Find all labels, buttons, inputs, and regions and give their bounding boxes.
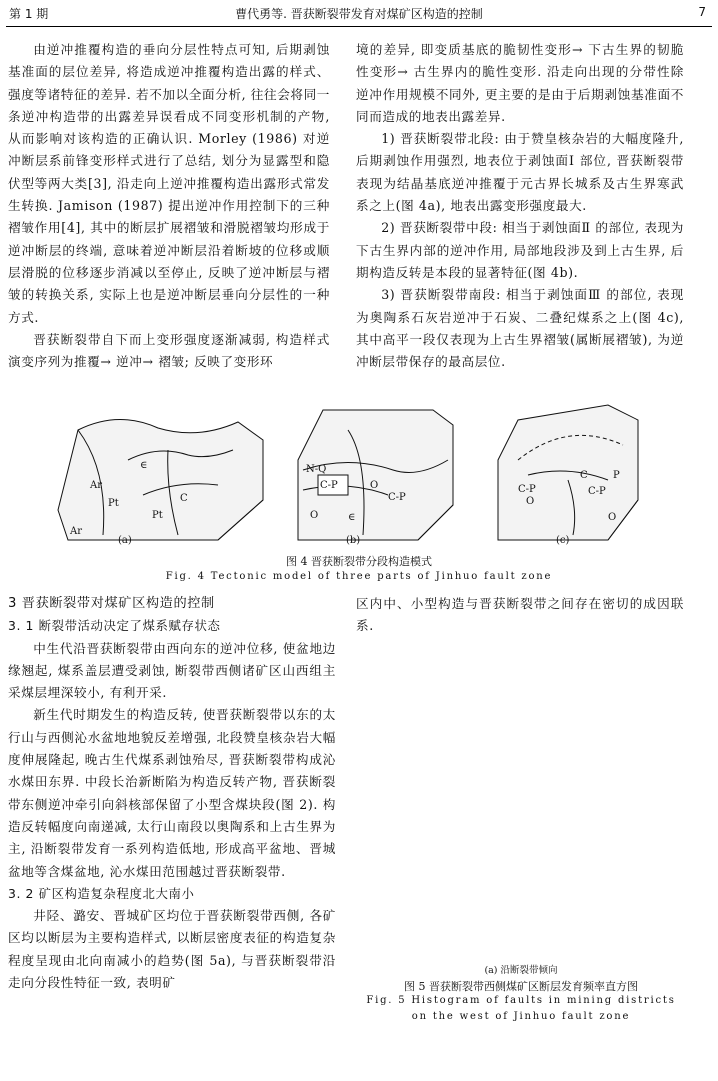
- fig4c-unit-label: O: [608, 512, 617, 523]
- subsection-heading: 3. 1 断裂带活动决定了煤系赋存状态: [8, 618, 221, 634]
- figure-4b-label: (b): [346, 535, 361, 546]
- figure-5-area: [356, 640, 686, 960]
- paragraph: 1) 晋获断裂带北段: 由于赞皇核杂岩的大幅度隆升, 后期剥蚀作用强烈, 地表位于剥蚀面Ⅰ 部位, 晋获断裂带表现为结晶基底逆冲推覆于元古界长城系及古生界寒武系之上(图 4a), 地表出露变形强度最大.: [356, 131, 684, 214]
- fig4a-unit-label: Ar: [90, 480, 103, 491]
- paragraph: 由逆冲推覆构造的垂向分层性特点可知, 后期剥蚀基准面的层位差异, 将造成逆冲推覆构造出露的样式、强度等诸特征的差异. 若不加以全面分析, 往往会将同一条逆冲构造带的出露差异误看成不同变形机制的产物, 从而影响对该构造的正确认识. Morley (1986) 对逆冲断层系前锋变形样式进行了总结, 划分为显露型和隐伏型等两大类[3], 沿走向上逆冲推覆构造出露形式常发生转换. Jamison (1987) 提出逆冲作用控制下的三种褶皱作用[4], 其中的断层扩展褶皱和滑脱褶皱均形成于逆冲断层的终端, 意味着逆冲断层沿着断坡的位移或顺层滑脱的位移逐步消减以至停止, 反映了逆冲断层与褶皱的转换关系, 实际上也是逆冲断层垂向分层性的一种方式.: [8, 42, 330, 325]
- fig4b-unit-label: ∈: [348, 512, 356, 523]
- figure-4-caption-en: Fig. 4 Tectonic model of three parts of Jinhuo fault zone: [165, 571, 553, 582]
- figure-4c-label: (c): [556, 535, 570, 546]
- fig4c-unit-label: C-P: [588, 486, 606, 497]
- left-column-bottom: [8, 593, 336, 994]
- figure-4-drawing: [48, 400, 648, 550]
- paragraph: 境的差异, 即变质基底的脆韧性变形→ 下古生界的韧脆性变形→ 古生界内的脆性变形. 沿走向出现的分带性除逆冲作用规模不同外, 更主要的是由于后期剥蚀基准面不同而造成的地表出露差异.: [356, 42, 684, 124]
- paragraph: 井陉、潞安、晋城矿区均位于晋获断裂带西侧, 各矿区均以断层为主要构造样式, 以断层密度表征的构造复杂程度呈现由北向南减小的趋势(图 5a), 与晋获断裂带沿走向分段性特征一致, 表明矿: [8, 908, 336, 991]
- running-title: 曹代勇等. 晋获断裂带发育对煤矿区构造的控制: [235, 7, 483, 21]
- figure-4a-label: (a): [118, 535, 132, 546]
- paragraph: 中生代沿晋获断裂带由西向东的逆冲位移, 使盆地边缘翘起, 煤系盖层遭受剥蚀, 断裂带西侧诸矿区山西组主采煤层埋深较小, 有利开采.: [8, 640, 336, 701]
- paragraph: 3) 晋获断裂带南段: 相当于剥蚀面Ⅲ 的部位, 表现为奥陶系石灰岩逆冲于石炭、二叠纪煤系之上(图 4c), 其中高平一段仅表现为上古生界褶皱(属断展褶皱), 为逆冲断层带保存的最高层位.: [356, 287, 684, 370]
- figure-4: [48, 400, 648, 550]
- fig4c-unit-label: O: [526, 496, 535, 507]
- figure-5a-label: (a) 沿断裂带倾向: [484, 965, 558, 976]
- fig4a-unit-label: Pt: [152, 510, 163, 521]
- subsection-heading: 3. 2 矿区构造复杂程度北大南小: [8, 885, 195, 901]
- section-heading: 3 晋获断裂带对煤矿区构造的控制: [8, 596, 215, 611]
- right-column-bottom: [356, 593, 684, 638]
- fig4c-unit-label: C-P: [518, 484, 536, 495]
- right-column-top: [356, 39, 684, 373]
- figure-4-caption-cn: 图 4 晋获断裂带分段构造模式: [286, 555, 432, 568]
- fig4b-unit-label: N-Q: [306, 464, 327, 475]
- figure-5-caption-en: on the west of Jinhuo fault zone: [411, 1011, 631, 1022]
- figure-5-caption-cn: 图 5 晋获断裂带西侧煤矿区断层发育频率直方图: [404, 980, 638, 993]
- fig4b-unit-label: O: [370, 480, 379, 491]
- fig4b-unit-label: C-P: [320, 480, 338, 491]
- figure-5-caption-en: Fig. 5 Histogram of faults in mining districts: [366, 995, 676, 1006]
- paragraph: 新生代时期发生的构造反转, 使晋获断裂带以东的太行山与西侧沁水盆地地貌反差增强, 北段赞皇核杂岩大幅度伸展隆起, 晚古生代煤系剥蚀殆尽, 晋获断裂带构成沁水煤田东界. 中段长治新断陷为构造反转产物, 晋获断裂带东侧逆冲牵引向斜核部保留了小型含煤块段(图 2). 构造反转幅度向南递减, 太行山南段以奥陶系和上古生界为主, 沿断裂带发育一系列构造低地, 形成高平盆地、晋城盆地等含煤盆地, 沁水煤田范围越过晋获断裂带.: [8, 707, 336, 879]
- page-header: [0, 0, 718, 24]
- paragraph: 区内中、小型构造与晋获断裂带之间存在密切的成因联系.: [356, 596, 684, 634]
- fig4a-unit-label: ∈: [140, 460, 148, 471]
- fig4b-unit-label: O: [310, 510, 319, 521]
- page-number: 7: [698, 5, 706, 19]
- fig4a-unit-label: C: [180, 493, 188, 504]
- fig4c-unit-label: C: [580, 470, 588, 481]
- paragraph: 2) 晋获断裂带中段: 相当于剥蚀面Ⅱ 的部位, 表现为下古生界内部的逆冲作用, 局部地段涉及到上古生界, 后期构造反转是本段的显著特征(图 4b).: [356, 220, 684, 280]
- fig4c-unit-label: P: [613, 470, 620, 481]
- header-rule: [6, 26, 712, 27]
- fig4b-unit-label: C-P: [388, 492, 406, 503]
- issue-label: 第 1 期: [9, 7, 49, 21]
- paragraph: 晋获断裂带自下而上变形强度逐渐减弱, 构造样式演变序列为推覆→ 逆冲→ 褶皱; 反映了变形环: [8, 331, 330, 370]
- fig4a-unit-label: Ar: [70, 526, 83, 537]
- left-column-top: [8, 39, 330, 373]
- fig4a-unit-label: Pt: [108, 498, 119, 509]
